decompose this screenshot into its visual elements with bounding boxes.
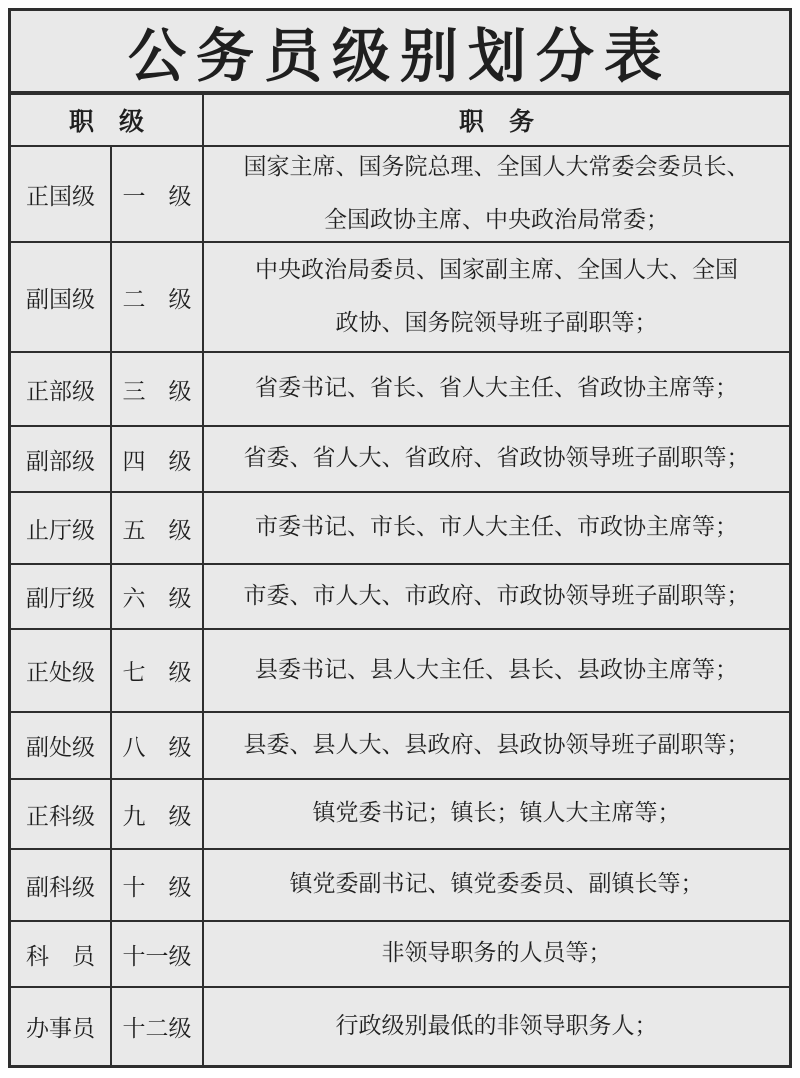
level-cell: 一 级 <box>112 147 204 241</box>
table-row <box>11 780 789 850</box>
table-row <box>11 565 789 630</box>
table-row <box>11 427 789 493</box>
rank-cell: 副科级 <box>11 850 112 920</box>
rank-cell: 正处级 <box>11 630 112 711</box>
duty-line: 省委书记、省长、省人大主任、省政协主席等； <box>255 375 738 402</box>
table-row <box>11 630 789 713</box>
table-row <box>11 713 789 780</box>
level-cell: 七 级 <box>112 630 204 711</box>
level-cell: 九 级 <box>112 780 204 848</box>
duty-cell <box>204 713 789 778</box>
duty-cell <box>204 988 789 1065</box>
table-header-row <box>11 95 789 147</box>
duty-cell <box>204 565 789 628</box>
duty-cell <box>204 353 789 425</box>
level-cell: 三 级 <box>112 353 204 425</box>
table-row <box>11 850 789 922</box>
rank-cell: 科 员 <box>11 922 112 986</box>
duty-cell <box>204 780 789 848</box>
table-title: 公务员级别划分表 <box>11 11 789 95</box>
rank-cell: 副部级 <box>11 427 112 491</box>
duty-line: 国家主席、国务院总理、全国人大常委会委员长、 <box>243 154 750 181</box>
rank-cell: 副厅级 <box>11 565 112 628</box>
table-row <box>11 353 789 427</box>
level-cell: 二 级 <box>112 243 204 351</box>
header-duty-column: 职 务 <box>458 107 534 136</box>
level-cell: 六 级 <box>112 565 204 628</box>
duty-cell <box>204 493 789 563</box>
duty-line: 市委、市人大、市政府、市政协领导班子副职等； <box>243 582 750 609</box>
duty-line: 镇党委书记；镇长；镇人大主席等； <box>312 800 681 827</box>
duty-cell <box>204 922 789 986</box>
rank-cell: 办事员 <box>11 988 112 1065</box>
rank-cell: 副国级 <box>11 243 112 351</box>
table-row <box>11 922 789 988</box>
duty-line: 市委书记、市长、市人大主任、市政协主席等； <box>255 514 738 541</box>
duty-cell <box>204 427 789 491</box>
rank-cell: 正国级 <box>11 147 112 241</box>
rank-cell: 正部级 <box>11 353 112 425</box>
duty-cell <box>204 630 789 711</box>
duty-line: 政协、国务院领导班子副职等； <box>335 309 658 336</box>
header-rank-column: 职 级 <box>11 95 204 145</box>
rank-cell: 正科级 <box>11 780 112 848</box>
table-row <box>11 147 789 243</box>
duty-cell <box>204 850 789 920</box>
rank-cell: 副处级 <box>11 713 112 778</box>
rank-cell: 止厅级 <box>11 493 112 563</box>
level-cell: 四 级 <box>112 427 204 491</box>
duty-line: 镇党委副书记、镇党委委员、副镇长等； <box>289 871 704 898</box>
duty-line: 县委书记、县人大主任、县长、县政协主席等； <box>255 656 738 683</box>
level-cell: 十二级 <box>112 988 204 1065</box>
duty-cell <box>204 243 789 351</box>
duty-cell <box>204 147 789 241</box>
duty-line: 全国政协主席、中央政治局常委； <box>324 206 669 233</box>
level-cell: 五 级 <box>112 493 204 563</box>
level-cell: 十 级 <box>112 850 204 920</box>
duty-line: 行政级别最低的非领导职务人； <box>335 1012 658 1039</box>
table-row <box>11 988 789 1065</box>
duty-line: 非领导职务的人员等； <box>381 940 612 967</box>
duty-line: 县委、县人大、县政府、县政协领导班子副职等； <box>243 731 750 758</box>
duty-line: 中央政治局委员、国家副主席、全国人大、全国 <box>255 257 738 284</box>
table-body <box>11 147 789 1065</box>
duty-line: 省委、省人大、省政府、省政协领导班子副职等； <box>243 445 750 472</box>
table-row <box>11 493 789 565</box>
level-cell: 八 级 <box>112 713 204 778</box>
level-cell: 十一级 <box>112 922 204 986</box>
civil-servant-level-table <box>8 8 792 1068</box>
table-row <box>11 243 789 353</box>
